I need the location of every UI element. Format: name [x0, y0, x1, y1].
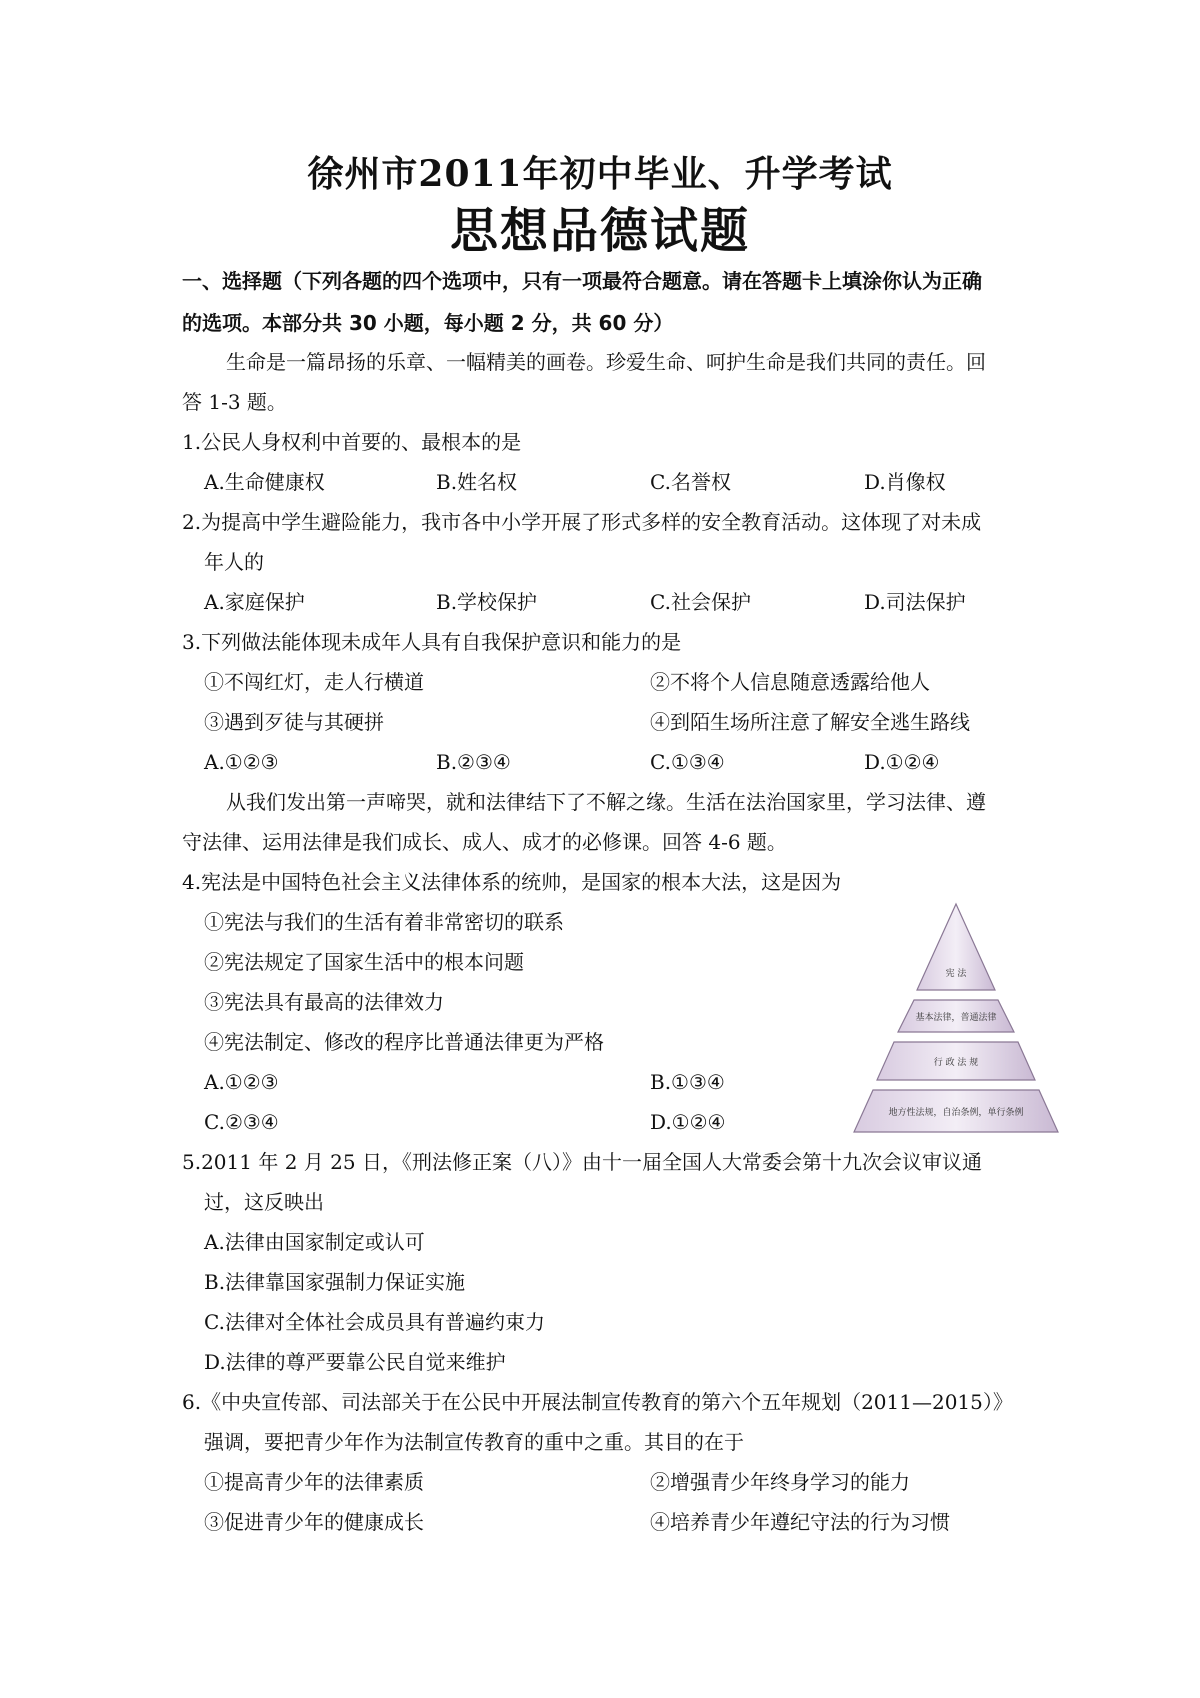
material-paragraph-cont: 答 1-3 题。	[182, 390, 287, 414]
question-4-stem: 4.宪法是中国特色社会主义法律体系的统帅，是国家的根本大法，这是因为	[182, 870, 842, 894]
q3-statement-3: ③遇到歹徒与其硬拼	[204, 710, 384, 734]
material-paragraph-2-cont: 守法律、运用法律是我们成长、成人、成才的必修课。回答 4-6 题。	[182, 830, 787, 854]
q5-option-a: A.法律由国家制定或认可	[204, 1230, 425, 1254]
question-2-stem-cont: 年人的	[204, 550, 264, 574]
question-6-stem-cont: 强调，要把青少年作为法制宣传教育的重中之重。其目的在于	[204, 1430, 744, 1454]
q3-statement-4: ④到陌生场所注意了解安全逃生路线	[650, 710, 970, 734]
q2-option-c: C.社会保护	[650, 590, 751, 614]
q4-statement-2: ②宪法规定了国家生活中的根本问题	[204, 950, 524, 974]
q2-option-d: D.司法保护	[864, 590, 966, 614]
q5-option-d: D.法律的尊严要靠公民自觉来维护	[204, 1350, 506, 1374]
pyramid-label-basic-laws: 基本法律，普通法律	[915, 1013, 997, 1023]
q4-statement-1: ①宪法与我们的生活有着非常密切的联系	[204, 910, 564, 934]
q2-option-a: A.家庭保护	[204, 590, 305, 614]
question-3-stem: 3.下列做法能体现未成年人具有自我保护意识和能力的是	[182, 630, 682, 654]
material-paragraph: 生命是一篇昂扬的乐章、一幅精美的画卷。珍爱生命、呵护生命是我们共同的责任。回	[226, 350, 986, 374]
q6-statement-3: ③促进青少年的健康成长	[204, 1510, 424, 1534]
exam-title: 徐州市2011年初中毕业、升学考试	[307, 153, 893, 195]
question-1-stem: 1.公民人身权利中首要的、最根本的是	[182, 430, 522, 454]
material-paragraph-2: 从我们发出第一声啼哭，就和法律结下了不解之缘。生活在法治国家里，学习法律、遵	[226, 790, 986, 814]
q3-option-d: D.①②④	[864, 750, 940, 774]
q3-option-c: C.①③④	[650, 750, 725, 774]
pyramid-label-constitution: 宪 法	[945, 969, 967, 979]
section-heading-cont: 的选项。本部分共 30 小题，每小题 2 分，共 60 分）	[182, 311, 674, 335]
q1-option-a: A.生命健康权	[204, 470, 325, 494]
question-5-stem: 5.2011 年 2 月 25 日，《刑法修正案（八）》由十一届全国人大常委会第十九次会议审议通	[182, 1150, 982, 1174]
q3-statement-1: ①不闯红灯，走人行横道	[204, 670, 424, 694]
q6-statement-4: ④培养青少年遵纪守法的行为习惯	[650, 1510, 950, 1534]
q2-option-b: B.学校保护	[436, 590, 538, 614]
q5-option-b: B.法律靠国家强制力保证实施	[204, 1270, 466, 1294]
section-heading: 一、选择题（下列各题的四个选项中，只有一项最符合题意。请在答题卡上填涂你认为正确	[182, 269, 982, 293]
pyramid-label-admin-regulations: 行 政 法 规	[933, 1058, 979, 1068]
question-5-stem-cont: 过，这反映出	[204, 1190, 324, 1214]
subject-title: 思想品德试题	[449, 203, 750, 259]
q3-option-b: B.②③④	[436, 750, 511, 774]
q6-statement-1: ①提高青少年的法律素质	[204, 1470, 424, 1494]
q4-option-c: C.②③④	[204, 1110, 279, 1134]
q4-option-b: B.①③④	[650, 1070, 725, 1094]
q4-option-a: A.①②③	[204, 1070, 279, 1094]
q1-option-b: B.姓名权	[436, 470, 518, 494]
q3-option-a: A.①②③	[204, 750, 279, 774]
q1-option-d: D.肖像权	[864, 470, 946, 494]
pyramid-label-local-regulations: 地方性法规，自治条例，单行条例	[888, 1108, 1024, 1118]
question-2-stem: 2.为提高中学生避险能力，我市各中小学开展了形式多样的安全教育活动。这体现了对未成	[182, 510, 982, 534]
q1-option-c: C.名誉权	[650, 470, 731, 494]
q3-statement-2: ②不将个人信息随意透露给他人	[650, 670, 930, 694]
q4-option-d: D.①②④	[650, 1110, 726, 1134]
q5-option-c: C.法律对全体社会成员具有普遍约束力	[204, 1310, 545, 1334]
q4-statement-4: ④宪法制定、修改的程序比普通法律更为严格	[204, 1030, 604, 1054]
question-6-stem: 6.《中央宣传部、司法部关于在公民中开展法制宣传教育的第六个五年规划（2011—2015）》	[182, 1390, 1013, 1414]
q4-statement-3: ③宪法具有最高的法律效力	[204, 990, 444, 1014]
q6-statement-2: ②增强青少年终身学习的能力	[650, 1470, 910, 1494]
law-hierarchy-pyramid	[838, 900, 1074, 1138]
